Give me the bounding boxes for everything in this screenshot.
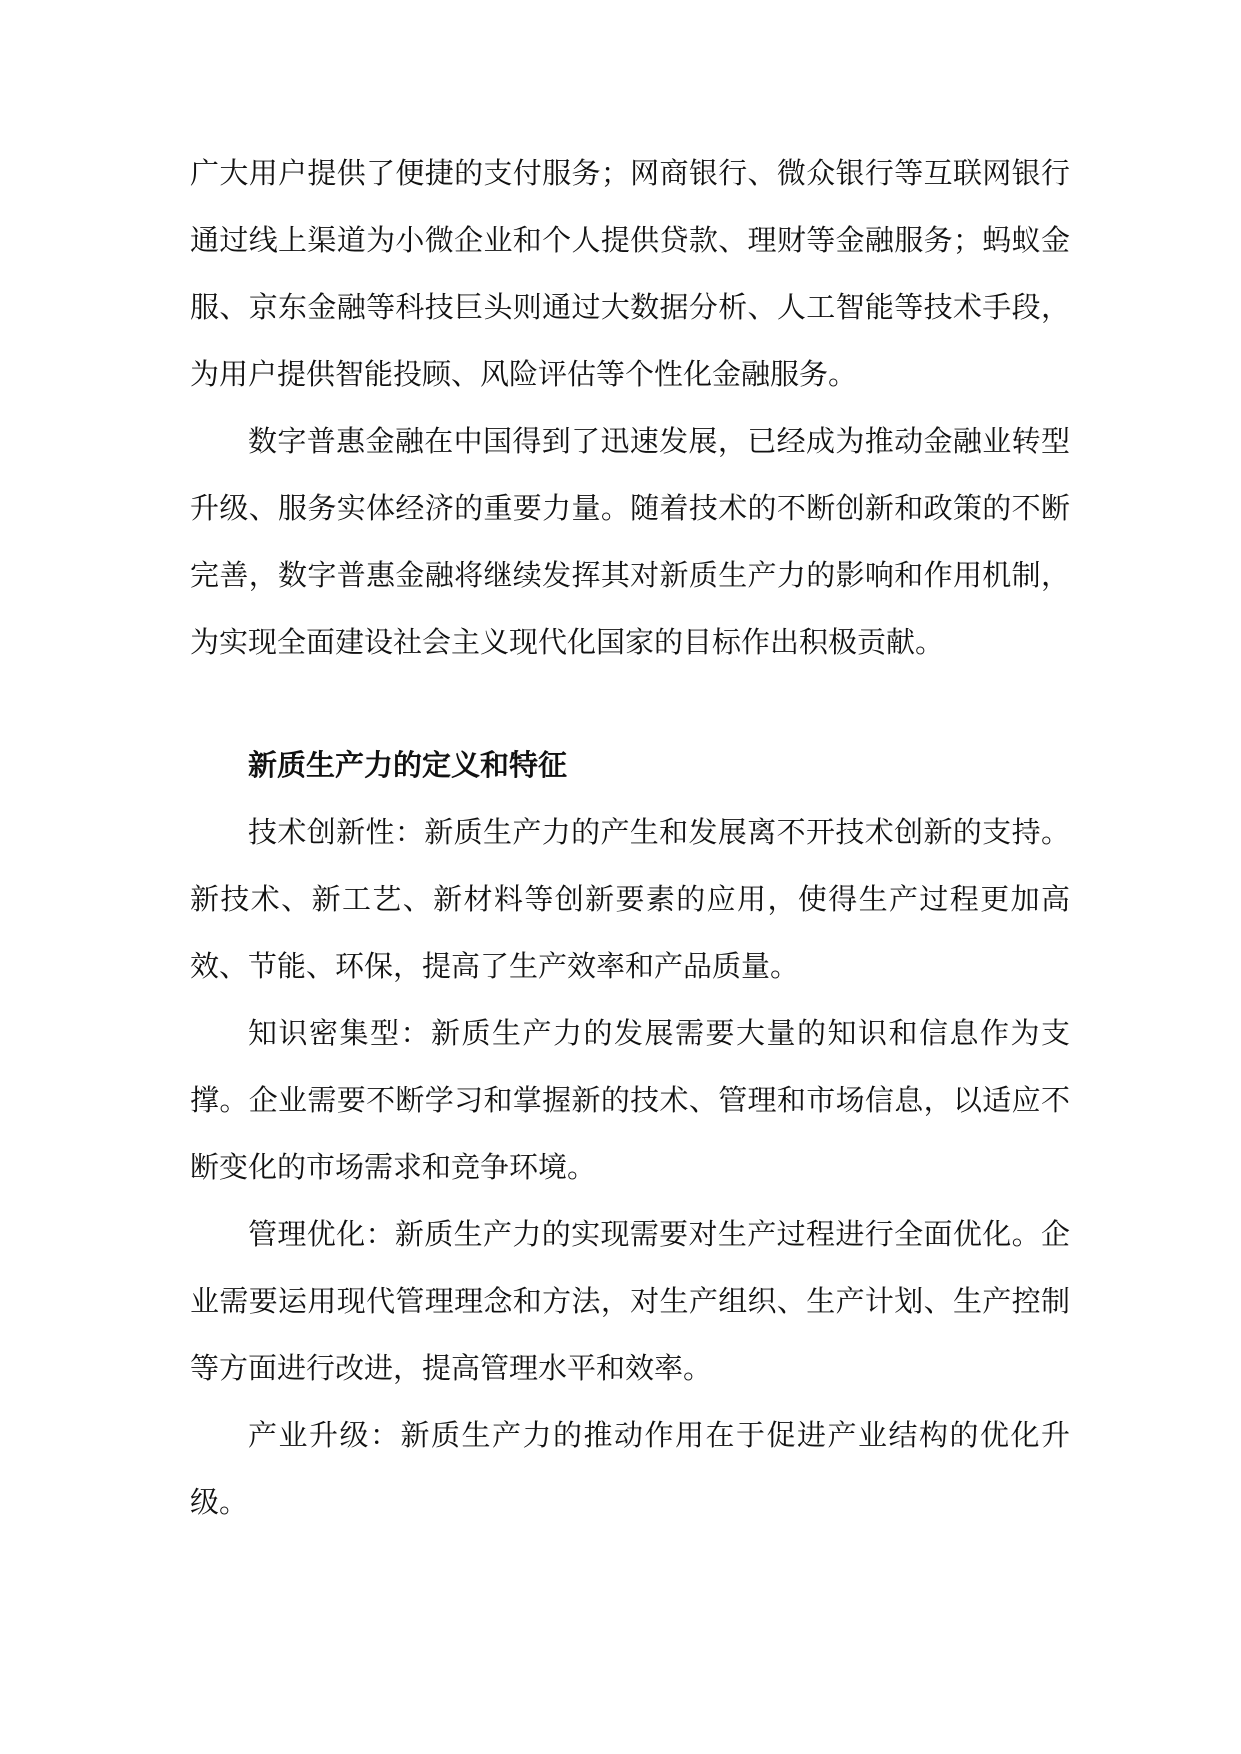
paragraph-management-optimization: 管理优化：新质生产力的实现需要对生产过程进行全面优化。企业需要运用现代管理理念和方法，对生产组织、生产计划、生产控制等方面进行改进，提高管理水平和效率。 (190, 1217, 1070, 1385)
document-body (190, 140, 1070, 1536)
section-heading: 新质生产力的定义和特征 (248, 748, 568, 782)
paragraph-payment-services: 广大用户提供了便捷的支付服务；网商银行、微众银行等互联网银行通过线上渠道为小微企业和个人提供贷款、理财等金融服务；蚂蚁金服、京东金融等科技巨头则通过大数据分析、人工智能等技术手段，为用户提供智能投顾、风险评估等个性化金融服务。 (190, 156, 1070, 391)
paragraph-industrial-upgrade: 产业升级：新质生产力的推动作用在于促进产业结构的优化升级。 (190, 1418, 1070, 1519)
paragraph-digital-inclusive-finance: 数字普惠金融在中国得到了迅速发展，已经成为推动金融业转型升级、服务实体经济的重要力量。随着技术的不断创新和政策的不断完善，数字普惠金融将继续发挥其对新质生产力的影响和作用机制，为实现全面建设社会主义现代化国家的目标作出积极贡献。 (190, 424, 1070, 659)
paragraph-technical-innovation: 技术创新性：新质生产力的产生和发展离不开技术创新的支持。新技术、新工艺、新材料等创新要素的应用，使得生产过程更加高效、节能、环保，提高了生产效率和产品质量。 (190, 815, 1070, 983)
paragraph-knowledge-intensive: 知识密集型：新质生产力的发展需要大量的知识和信息作为支撑。企业需要不断学习和掌握新的技术、管理和市场信息，以适应不断变化的市场需求和竞争环境。 (190, 1016, 1070, 1184)
section-spacer (190, 676, 1070, 704)
